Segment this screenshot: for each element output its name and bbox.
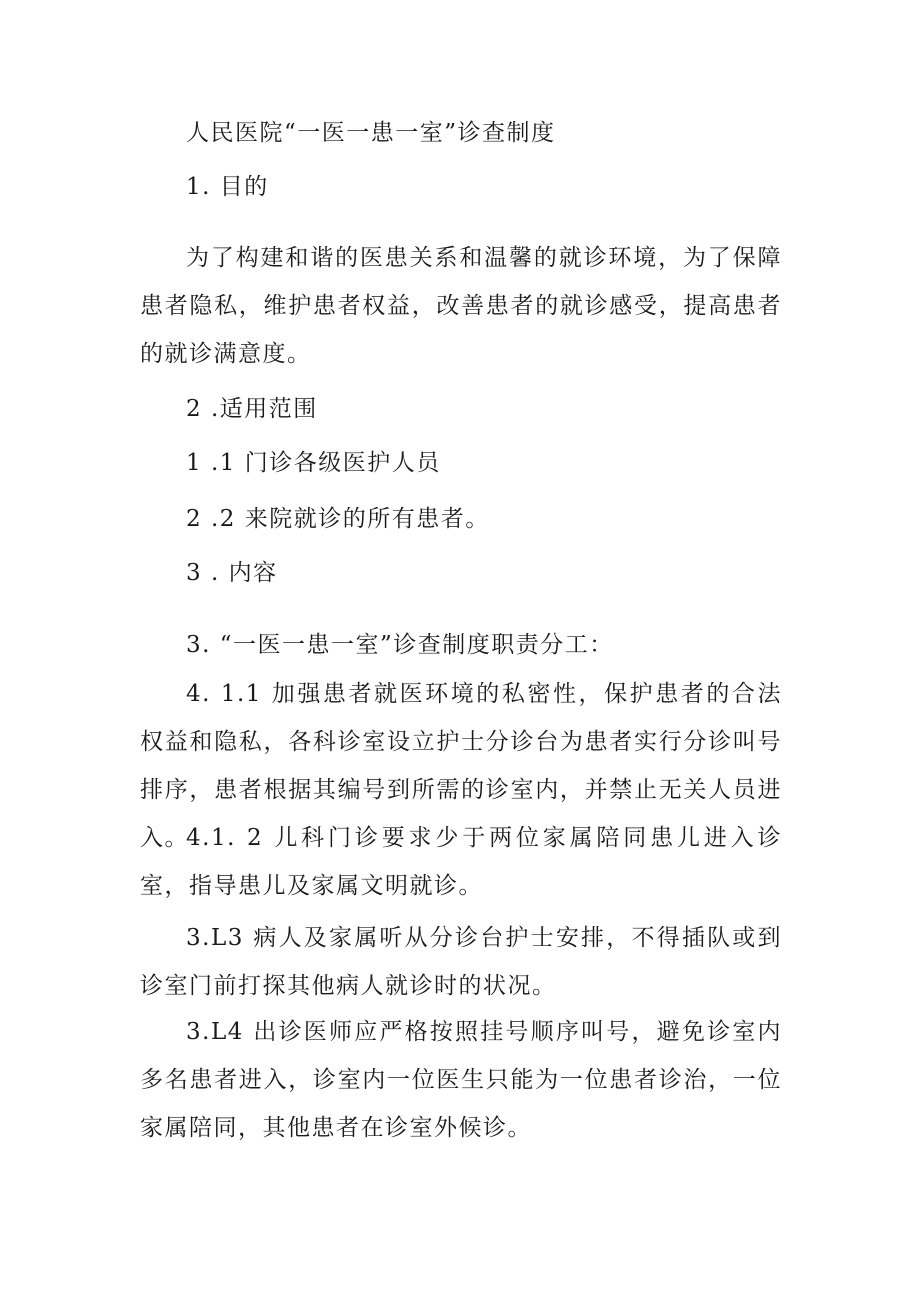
section-1-body: 为了构建和谐的医患关系和温馨的就诊环境，为了保障患者隐私，维护患者权益，改善患者的就诊感受，提高患者的就诊满意度。 xyxy=(140,245,782,367)
paragraph-3-l3: 3.L3 病人及家属听从分诊台护士安排，不得插队或到诊室门前打探其他病人就诊时的状况。 xyxy=(140,925,782,999)
section-1-heading: 1. 目的 xyxy=(186,174,269,200)
paragraph-4-1-1: 4. 1.1 加强患者就医环境的私密性，保护患者的合法权益和隐私，各科诊室设立护士分诊台为患者实行分诊叫号排序，患者根据其编号到所需的诊室内，并禁止无关人员进入。 xyxy=(140,681,782,851)
section-3-heading: 3 . 内容 xyxy=(186,560,278,586)
section-2-item-1: 1 .1 门诊各级医护人员 xyxy=(186,450,441,476)
section-2-item-2: 2 .2 来院就诊的所有患者。 xyxy=(186,506,490,532)
paragraph-4-1-2: 4.1. 2 儿科门诊要求少于两位家属陪同患儿进入诊室，指导患儿及家属文明就诊。 xyxy=(140,825,782,899)
section-2-heading: 2 .适用范围 xyxy=(186,396,318,422)
section-3-subheading: 3. “一医一患一室”诊查制度职责分工： xyxy=(186,632,614,658)
paragraph-3-l4: 3.L4 出诊医师应严格按照挂号顺序叫号，避免诊室内多名患者进入，诊室内一位医生只能为一位患者诊治，一位家属陪同，其他患者在诊室外候诊。 xyxy=(140,1019,782,1141)
document-title: 人民医院“一医一患一室”诊查制度 xyxy=(186,120,556,146)
